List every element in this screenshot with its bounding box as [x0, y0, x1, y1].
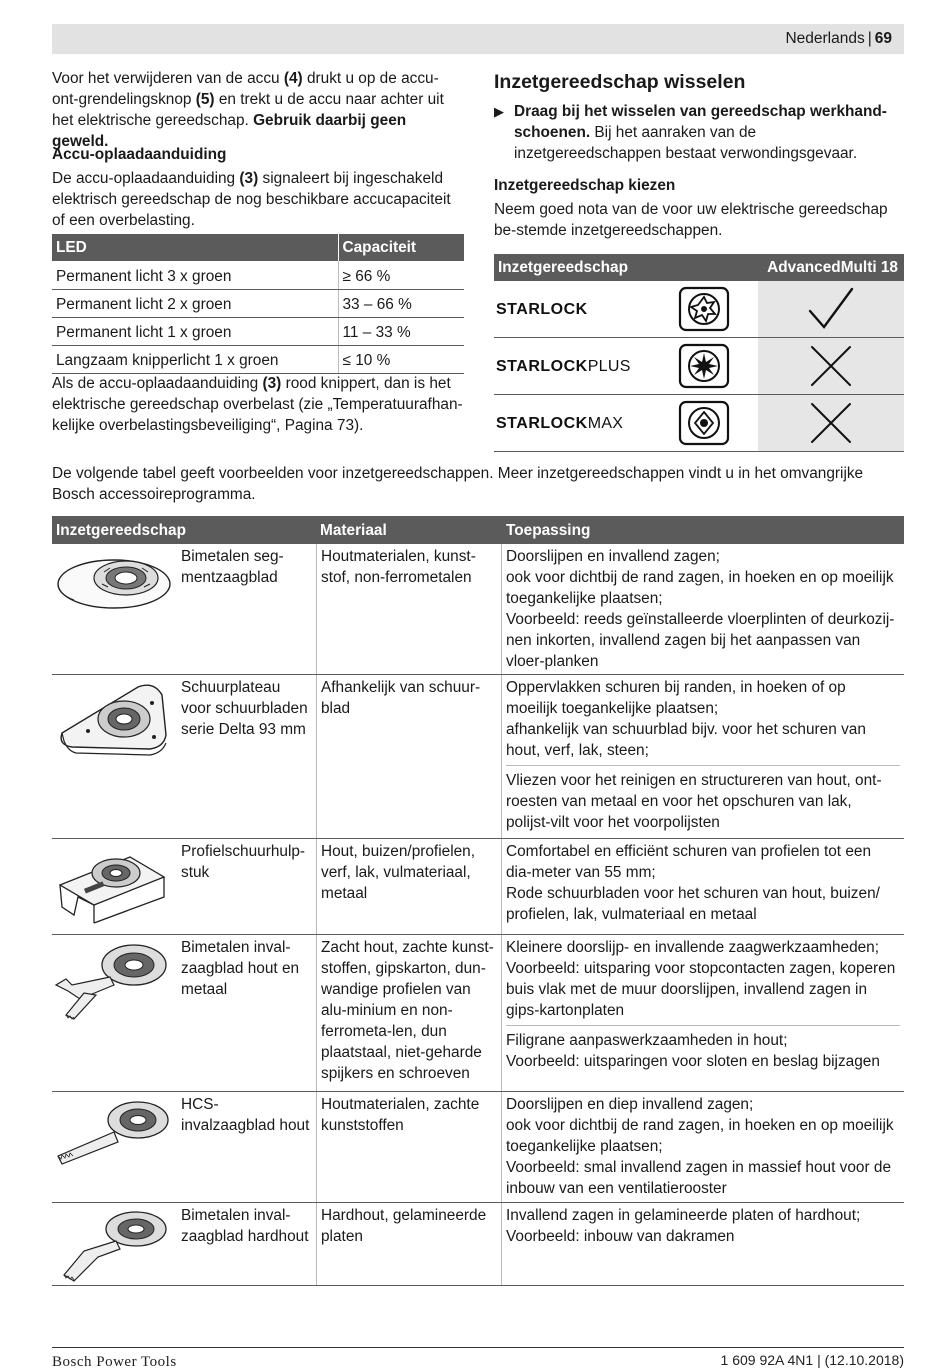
capacity-cell: ≥ 66 %	[338, 261, 464, 289]
application-cell	[502, 675, 904, 838]
material-cell: Zacht hout, zachte kunst-stoffen, gipskarton, dun-wandige profielen van alu-minium en non-ferrometa-len, dun plaatstaal, niet-geharde spijkers en schroeven	[316, 935, 502, 1091]
application-text: Invallend zagen in gelamineerde platen of hardhout; Voorbeeld: inbouw van dakramen	[506, 1207, 861, 1245]
brand-suffix: MAX	[587, 414, 624, 432]
application-text: Vliezen voor het reinigen en structureren van hout, ont-roesten van metaal en voor het opschuren van lak, polijst-vilt voor het voorpolijsten	[506, 772, 882, 831]
application-cell	[502, 839, 904, 934]
starlock-logo	[496, 299, 588, 320]
plunge-blade-wood-metal-icon	[52, 935, 178, 1091]
page-header	[52, 24, 904, 54]
table-header-row	[52, 234, 464, 261]
starlock-max-logo	[496, 413, 623, 434]
section-title: Inzetgereedschap wisselen	[494, 71, 746, 93]
table-header-row	[52, 516, 904, 544]
table-row	[494, 395, 904, 452]
table-row	[52, 345, 464, 373]
application-text: Kleinere doorslijp- en invallende zaagwerkzaamheden; Voorbeeld: uitsparing voor stopcontacten zagen, koperen buis vlak met de muur doorslijpen, invallend zagen in gips-kartonplaten	[506, 937, 900, 1026]
starlock-icon	[650, 281, 758, 337]
material-cell: Hout, buizen/profielen, verf, lak, vulmateriaal, metaal	[316, 839, 502, 934]
text-run: drukt u op de accu-ont-grendelingsknop	[52, 70, 439, 108]
battery-removal-paragraph	[52, 68, 464, 152]
column-header-capacity: Capaciteit	[338, 234, 464, 261]
application-cell	[502, 1092, 904, 1202]
brand-name: STARLOCK	[496, 357, 588, 375]
capacity-cell: 11 – 33 %	[338, 317, 464, 345]
application-text: Doorslijpen en diep invallend zagen; ook voor dichtbij de rand zagen, in hoeken en op moeilijk toegankelijke plaatsen; Voorbeeld: smal invallend zagen in massief hout voor de inbouw van een ventilatierooster	[506, 1096, 894, 1197]
table-header-row	[494, 254, 904, 281]
material-cell: Houtmaterialen, zachte kunststoffen	[316, 1092, 502, 1202]
choose-heading: Inzetgereedschap kiezen	[494, 177, 676, 194]
choose-paragraph: Neem goed nota van de voor uw elektrische gereedschap be-stemde inzetgereedschappen.	[494, 201, 888, 239]
starlock-plus-icon	[650, 338, 758, 394]
table-row	[52, 317, 464, 345]
sanding-plate-icon	[52, 675, 178, 838]
column-header-led: LED	[52, 234, 338, 261]
table-row	[494, 338, 904, 395]
footer-code: 1 609 92A 4N1 | (12.10.2018)	[720, 1352, 904, 1368]
application-text: Doorslijpen en invallend zagen; ook voor dichtbij de rand zagen, in hoeken en op moeilijk toegankelijke plaatsen; Voorbeeld: reeds geïnstalleerde vloerplinten of deurkozij-nen inkorten, invallend zagen bij het aanpassen van vloer-planken	[506, 548, 895, 670]
brand-name: STARLOCK	[496, 300, 588, 318]
capacity-cell: 33 – 66 %	[338, 289, 464, 317]
safety-warning	[494, 101, 904, 164]
table-row	[52, 935, 904, 1092]
accu-heading: Accu-oplaadaanduiding	[52, 146, 227, 163]
brand-suffix: PLUS	[587, 357, 631, 375]
column-header-tool: Inzetgereedschap	[498, 259, 629, 276]
accessory-table	[52, 516, 904, 1286]
footer-divider	[52, 1347, 904, 1348]
ref-number: (3)	[239, 170, 259, 187]
starlock-plus-logo	[496, 356, 631, 377]
led-capacity-table	[52, 234, 464, 374]
material-cell: Hardhout, gelamineerde platen	[316, 1203, 502, 1285]
text-run: en trekt u de accu naar achter uit het elektrische gereedschap.	[52, 91, 444, 129]
ref-number: (4)	[283, 70, 303, 87]
segment-saw-blade-icon	[52, 544, 178, 674]
material-cell: Afhankelijk van schuur-blad	[316, 675, 502, 838]
application-text: Oppervlakken schuren bij randen, in hoeken of op moeilijk toegankelijke plaatsen; afhankelijk van schuurblad bijv. voor het schuren van hout, verf, lak, steen;	[506, 677, 900, 766]
table-row	[52, 1092, 904, 1203]
led-cell: Permanent licht 2 x groen	[52, 289, 338, 317]
led-cell: Permanent licht 3 x groen	[52, 261, 338, 289]
tool-name: Bimetalen inval-zaagblad hardhout	[181, 1207, 309, 1245]
table-row	[52, 544, 904, 675]
column-header-application: Toepassing	[506, 521, 591, 539]
header-text	[785, 29, 892, 49]
warning-bullet-icon: ▶	[494, 104, 504, 119]
accessory-intro: De volgende tabel geeft voorbeelden voor inzetgereedschappen. Meer inzetgereedschappen vindt u in het omvangrijke Bosch accessoireprogramma.	[52, 465, 864, 503]
header-language: Nederlands	[785, 30, 865, 47]
column-header-tool: Inzetgereedschap	[56, 521, 187, 539]
page-number: 69	[874, 30, 892, 47]
table-row	[52, 261, 464, 289]
warning-text: Bij het aanraken van de inzetgereedschappen bestaat verwondingsgevaar.	[514, 124, 858, 162]
tool-name: Schuurplateau voor schuurbladen serie Delta 93 mm	[181, 679, 308, 738]
overload-paragraph	[52, 373, 464, 436]
footer-brand: Bosch Power Tools	[52, 1354, 177, 1370]
material-cell: Houtmaterialen, kunst-stof, non-ferrometalen	[316, 544, 502, 674]
starlock-max-icon	[650, 395, 758, 451]
text-run: De accu-oplaadaanduiding	[52, 170, 240, 187]
starlock-compat-table	[494, 254, 904, 452]
tool-name: Bimetalen seg-mentzaagblad	[181, 548, 284, 586]
text-run: Voor het verwijderen van de accu	[52, 70, 284, 87]
header-separator: |	[867, 30, 872, 47]
brand-cell	[494, 281, 650, 337]
led-cell: Permanent licht 1 x groen	[52, 317, 338, 345]
application-cell	[502, 544, 904, 674]
table-row	[494, 281, 904, 338]
table-row	[52, 1203, 904, 1286]
tool-name: Profielschuurhulp-stuk	[181, 843, 306, 881]
table-row	[52, 675, 904, 839]
application-text: Comfortabel en efficiënt schuren van profielen tot een dia-meter van 55 mm; Rode schuurbladen voor het schuren van hout, buizen/ profielen, lak, vulmateriaal en metaal	[506, 843, 880, 923]
ref-number: (3)	[262, 375, 282, 392]
text-run: rood knippert, dan is het elektrische gereedschap overbelast (zie „Temperatuurafhan-kelijke overbelastingsbeveiliging“, Pagina 73).	[52, 375, 463, 434]
application-cell	[502, 935, 904, 1091]
text-run: signaleert bij ingeschakeld elektrisch gereedschap de nog beschikbare accucapaciteit of een overbelasting.	[52, 170, 451, 229]
table-row	[52, 289, 464, 317]
plunge-blade-hardwood-icon	[52, 1203, 178, 1285]
profile-sander-icon	[52, 839, 178, 934]
checkmark-icon	[758, 281, 904, 337]
brand-cell	[494, 338, 650, 394]
warning-bold: Draag bij het wisselen van gereedschap werkhand-schoenen.	[514, 103, 887, 141]
cross-icon	[758, 338, 904, 394]
accu-paragraph	[52, 168, 452, 231]
led-cell: Langzaam knipperlicht 1 x groen	[52, 345, 338, 373]
column-header-model: AdvancedMulti 18	[767, 259, 898, 276]
brand-name: STARLOCK	[496, 414, 588, 432]
warning-text: Gebruik daarbij geen geweld.	[52, 112, 407, 150]
application-cell	[502, 1203, 904, 1285]
table-row	[52, 839, 904, 935]
text-run: Als de accu-oplaadaanduiding	[52, 375, 263, 392]
application-text: Filigrane aanpaswerkzaamheden in hout; Voorbeeld: uitsparingen voor sloten en beslag bijzagen	[506, 1032, 880, 1070]
ref-number: (5)	[195, 91, 215, 108]
tool-name: Bimetalen inval-zaagblad hout en metaal	[181, 939, 300, 998]
brand-cell	[494, 395, 650, 451]
capacity-cell: ≤ 10 %	[338, 345, 464, 373]
column-header-material: Materiaal	[320, 521, 387, 539]
hcs-plunge-blade-icon	[52, 1092, 178, 1202]
tool-name: HCS-invalzaagblad hout	[181, 1096, 310, 1134]
cross-icon	[758, 395, 904, 451]
